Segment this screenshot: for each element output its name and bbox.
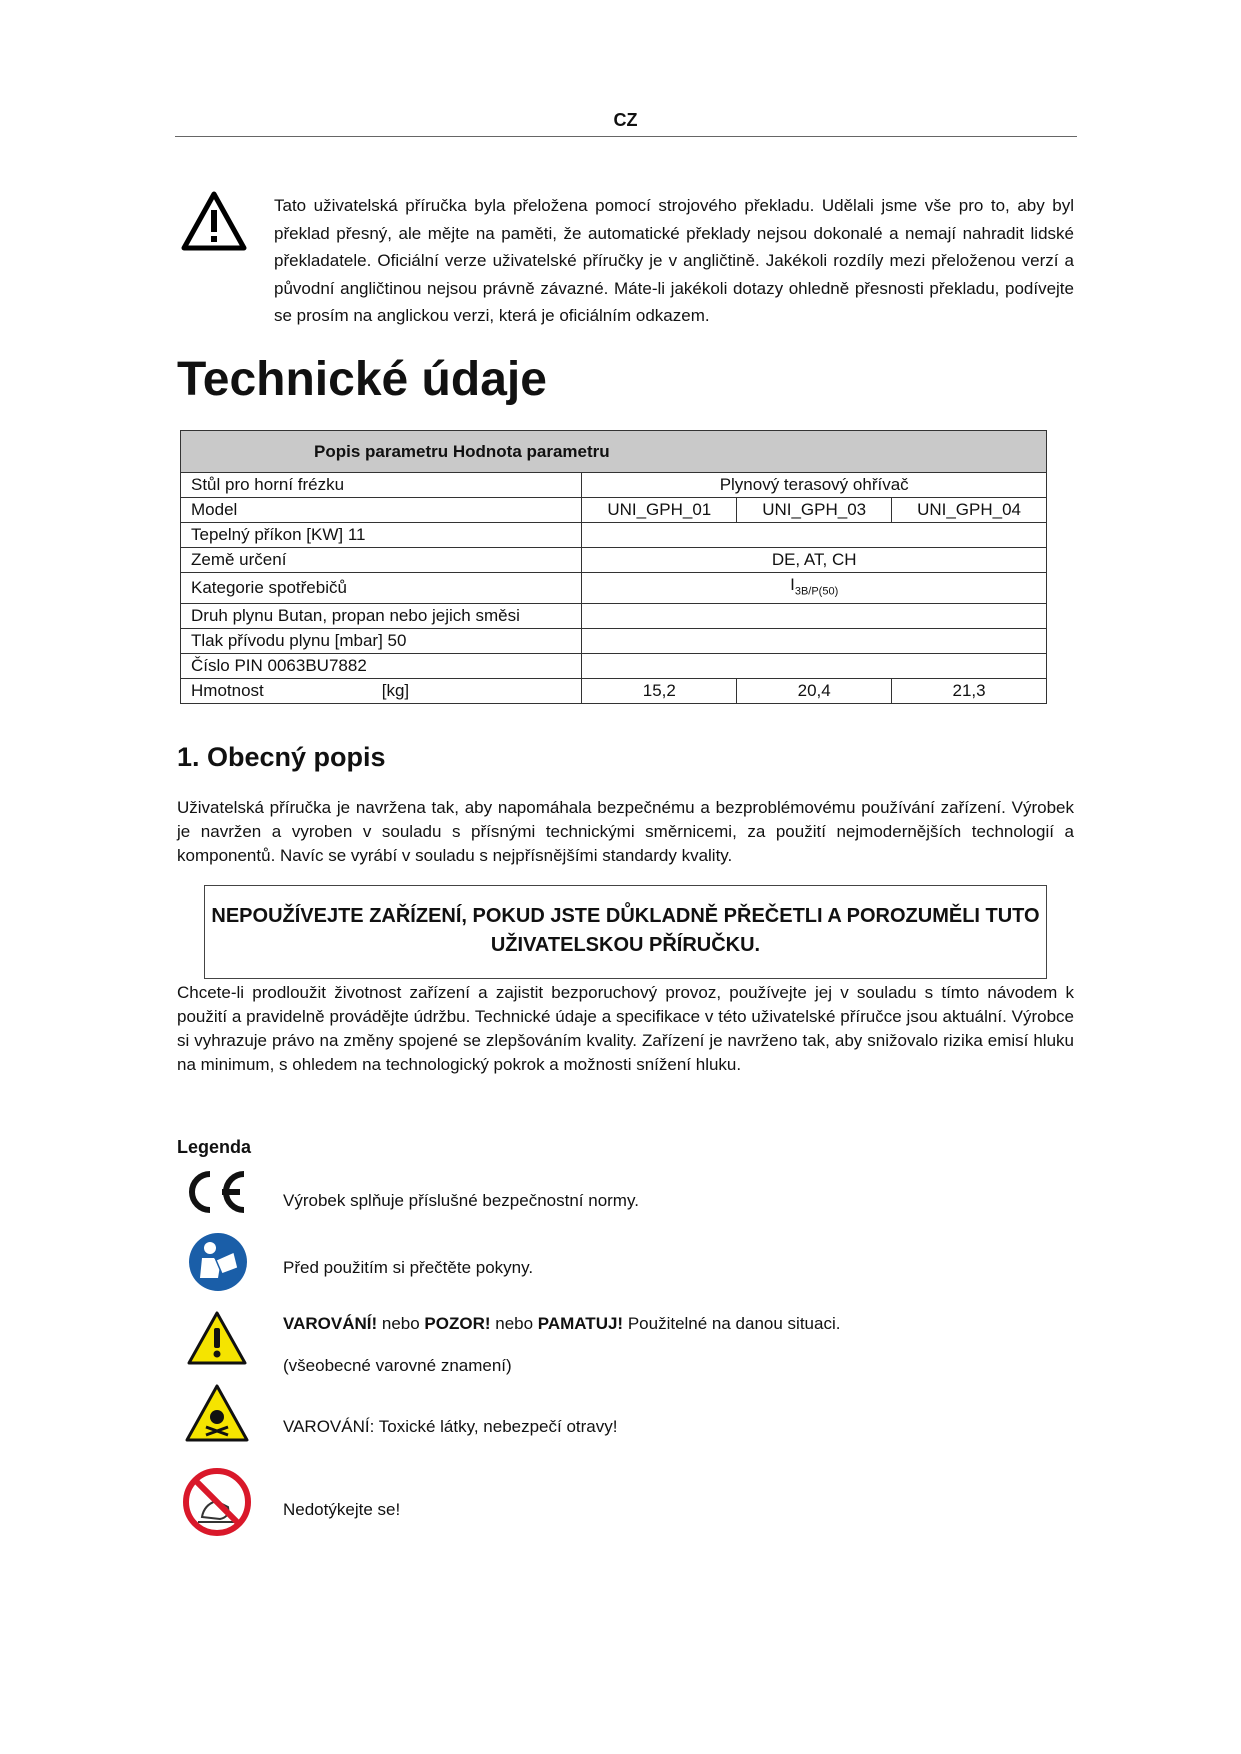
general-warning-icon: [186, 1310, 248, 1366]
table-header: Popis parametru Hodnota parametru: [181, 431, 1047, 473]
param-label: Tlak přívodu plynu [mbar] 50: [181, 629, 582, 654]
table-row: [181, 654, 1047, 679]
category-sub: 3B/P(50): [794, 585, 839, 598]
weight-unit: [kg]: [381, 681, 410, 701]
intro-paragraph: Uživatelská příručka je navržena tak, aby napomáhala bezpečnému a bezproblémovému používání zařízení. Výrobek je navržen a vyroben v souladu s přísnými technickými směrnicemi, za použití nejmodernějších technologií a komponentů. Navíc se vyrábí v souladu s nejpřísnějšími standardy kvality.: [177, 798, 1074, 865]
param-value: 15,2: [582, 679, 737, 704]
do-not-touch-icon: [182, 1467, 252, 1537]
header-divider: [175, 136, 1077, 137]
page-title: Technické údaje: [177, 353, 547, 406]
legend-ce-text: Výrobek splňuje příslušné bezpečnostní normy.: [283, 1191, 639, 1210]
param-value: UNI_GPH_04: [892, 498, 1047, 523]
legend-warning-note: (všeobecné varovné znamení): [283, 1356, 512, 1375]
legend-toxic-text: VAROVÁNÍ: Toxické látky, nebezpečí otravy!: [283, 1417, 618, 1436]
notice-box: NEPOUŽÍVEJTE ZAŘÍZENÍ, POKUD JSTE DŮKLADNĚ PŘEČETLI A POROZUMĚLI TUTO UŽIVATELSKOU PŘÍRUČKU.: [204, 885, 1047, 979]
param-label: Země určení: [181, 548, 582, 573]
section-heading: 1. Obecný popis: [177, 742, 386, 772]
param-label: Model: [181, 498, 582, 523]
spec-table: [180, 430, 1047, 704]
param-label: Kategorie spotřebičů: [181, 573, 582, 604]
param-value: UNI_GPH_03: [737, 498, 892, 523]
remember-word: PAMATUJ!: [537, 1314, 624, 1333]
table-row: [181, 679, 1047, 704]
table-row: [181, 573, 1047, 604]
translation-disclaimer: Tato uživatelská příručka byla přeložena pomocí strojového překladu. Udělali jsme vše pro to, aby byl překlad přesný, ale mějte na paměti, že automatické překlady nejsou dokonalé a nemají nahradit lidské překladatele. Oficiální verze uživatelské příručky je v angličtině. Jakékoli rozdíly mezi přeloženou verzí a původní angličtinou nejsou právně závazné. Máte-li jakékoli dotazy ohledně přesnosti překladu, podívejte se prosím na anglickou verzi, která je oficiálním odkazem.: [274, 196, 1074, 325]
table-row: [181, 498, 1047, 523]
table-row: [181, 629, 1047, 654]
caution-word: POZOR!: [424, 1314, 491, 1333]
usage-paragraph: Chcete-li prodloužit životnost zařízení a zajistit bezporuchový provoz, používejte jej v souladu s tímto návodem k použití a pravidelně provádějte údržbu. Technické údaje a specifikace v této uživatelské příručce jsou aktuální. Výrobce si vyhrazuje právo na změny spojené se zlepšováním kvality. Zařízení je navrženo tak, aby snižovalo rizika emisí hluku na minimum, s ohledem na technologický pokrok a možnosti snížení hluku.: [177, 983, 1074, 1074]
warning-word: VAROVÁNÍ!: [283, 1314, 378, 1333]
read-manual-icon: [188, 1232, 248, 1292]
param-value: [582, 629, 1047, 654]
param-label: Tepelný příkon [KW] 11: [181, 523, 582, 548]
legend-warning-text: [283, 1314, 840, 1334]
table-row: [181, 523, 1047, 548]
param-value: 21,3: [892, 679, 1047, 704]
category-main: I: [790, 575, 795, 594]
table-row: [181, 473, 1047, 498]
param-value: UNI_GPH_01: [582, 498, 737, 523]
param-label: Stůl pro horní frézku: [181, 473, 582, 498]
ce-mark-icon: [182, 1168, 252, 1216]
param-value: Plynový terasový ohřívač: [582, 473, 1047, 498]
legend-title: Legenda: [177, 1137, 252, 1157]
warning-triangle-icon: [181, 190, 247, 252]
param-value: [582, 654, 1047, 679]
param-value: [582, 523, 1047, 548]
legend-notouch-text: Nedotýkejte se!: [283, 1500, 401, 1519]
language-header: CZ: [613, 110, 638, 130]
or-text: nebo: [377, 1314, 425, 1333]
table-row: [181, 548, 1047, 573]
param-label: Číslo PIN 0063BU7882: [181, 654, 582, 679]
legend-manual-text: Před použitím si přečtěte pokyny.: [283, 1258, 534, 1277]
weight-label: Hmotnost: [191, 681, 264, 701]
table-header-row: [181, 431, 1047, 473]
param-value: DE, AT, CH: [582, 548, 1047, 573]
param-label: Druh plynu Butan, propan nebo jejich směsi: [181, 604, 582, 629]
param-value: [582, 573, 1047, 604]
table-row: [181, 604, 1047, 629]
or-text: nebo: [490, 1314, 538, 1333]
param-value: [582, 604, 1047, 629]
param-value: 20,4: [737, 679, 892, 704]
param-label: [181, 679, 582, 704]
toxic-warning-icon: [184, 1383, 250, 1443]
warning-tail: Použitelné na danou situaci.: [623, 1314, 841, 1333]
